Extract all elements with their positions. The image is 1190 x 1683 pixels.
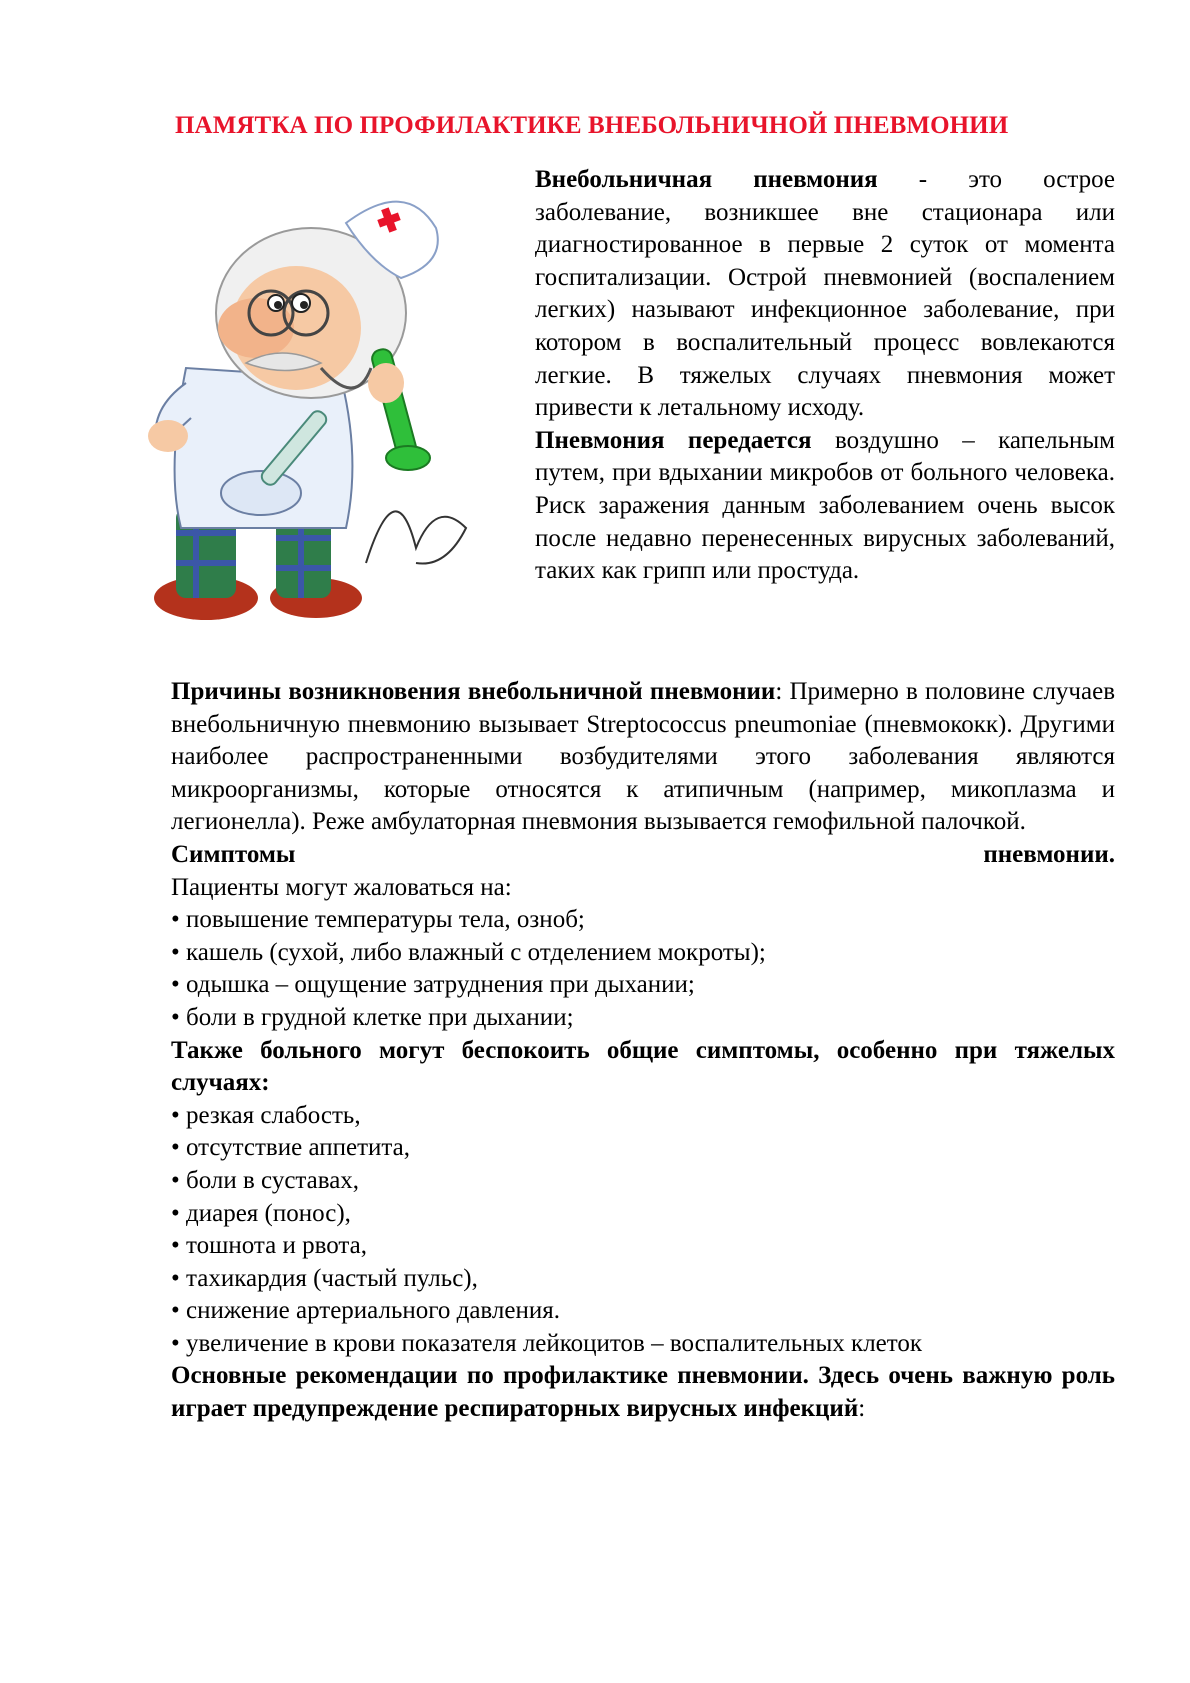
definition-term: Внебольничная пневмония [535,166,878,193]
list-item: • кашель (сухой, либо влажный с отделением мокроты); [171,938,766,966]
definition-paragraph [535,164,1115,425]
list-item: • диарея (понос), [171,1199,351,1227]
list-item: • резкая слабость, [171,1101,361,1129]
intro-text [535,164,1115,588]
list-item: • одышка – ощущение затруднения при дыхании; [171,971,695,999]
definition-text: - это острое заболевание, возникшее вне стационара или диагностированное в первые 2 суток от момента госпитализации. Острой пневмонией (воспалением легких) называют инфекционное заболевание, при котором в воспалительный процесс вовлекаются легкие. В тяжелых случаях пневмония может привести к летальному исходу. [535,166,1115,422]
transmission-term: Пневмония передается [535,426,812,454]
list-item: • тошнота и рвота, [171,1232,367,1260]
symptoms-list [171,904,1115,1034]
symptoms-heading-right: пневмонии. [983,840,1115,868]
general-symptoms-heading [171,1035,1115,1100]
general-symptoms-heading-text: Также больного могут беспокоить общие симптомы, особенно при тяжелых случаях: [171,1036,1115,1097]
list-item: • боли в грудной клетке при дыхании; [171,1003,574,1031]
intro-section [171,164,1115,676]
recommendations-heading-text: Основные рекомендации по профилактике пневмонии. Здесь очень важную роль играет предупреждение респираторных вирусных инфекций [171,1362,1115,1423]
symptoms-heading [171,839,1115,872]
causes-paragraph [171,676,1115,839]
general-symptoms-list [171,1100,1115,1361]
list-item: • боли в суставах, [171,1166,360,1194]
cartoon-doctor-icon [146,168,516,668]
symptoms-intro: Пациенты могут жаловаться на: [171,873,512,901]
recommendations-heading [171,1360,1115,1425]
page-title: ПАМЯТКА ПО ПРОФИЛАКТИКЕ ВНЕБОЛЬНИЧНОЙ ПНЕВМОНИИ [175,112,1009,139]
symptoms-heading-left: Симптомы [171,840,296,868]
transmission-paragraph [535,425,1115,588]
causes-colon: : [775,678,783,705]
causes-text: Примерно в половине случаев внебольничную пневмонию вызывает Streptococcus pneumoniae (пневмококк). Другими наиболее распространенными возбудителями этого заболевания являются микроорганизмы, которые относятся к атипичным (например, микоплазма и легионелла). Реже амбулаторная пневмония вызывается гемофильной палочкой. [171,678,1115,836]
document-page [171,110,1115,1426]
list-item: • увеличение в крови показателя лейкоцитов – воспалительных клеток [171,1329,923,1357]
recommendations-colon: : [858,1395,866,1423]
list-item: • отсутствие аппетита, [171,1134,410,1162]
list-item: • тахикардия (частый пульс), [171,1264,478,1292]
transmission-text: воздушно – капельным путем, при вдыхании микробов от больного человека. Риск заражения данным заболеванием очень высок после недавно перенесенных вирусных заболеваний, таких как грипп или простуда. [535,426,1115,585]
causes-heading: Причины возникновения внебольничной пневмонии [171,678,776,705]
list-item: • снижение артериального давления. [171,1297,560,1325]
list-item: • повышение температуры тела, озноб; [171,906,585,934]
